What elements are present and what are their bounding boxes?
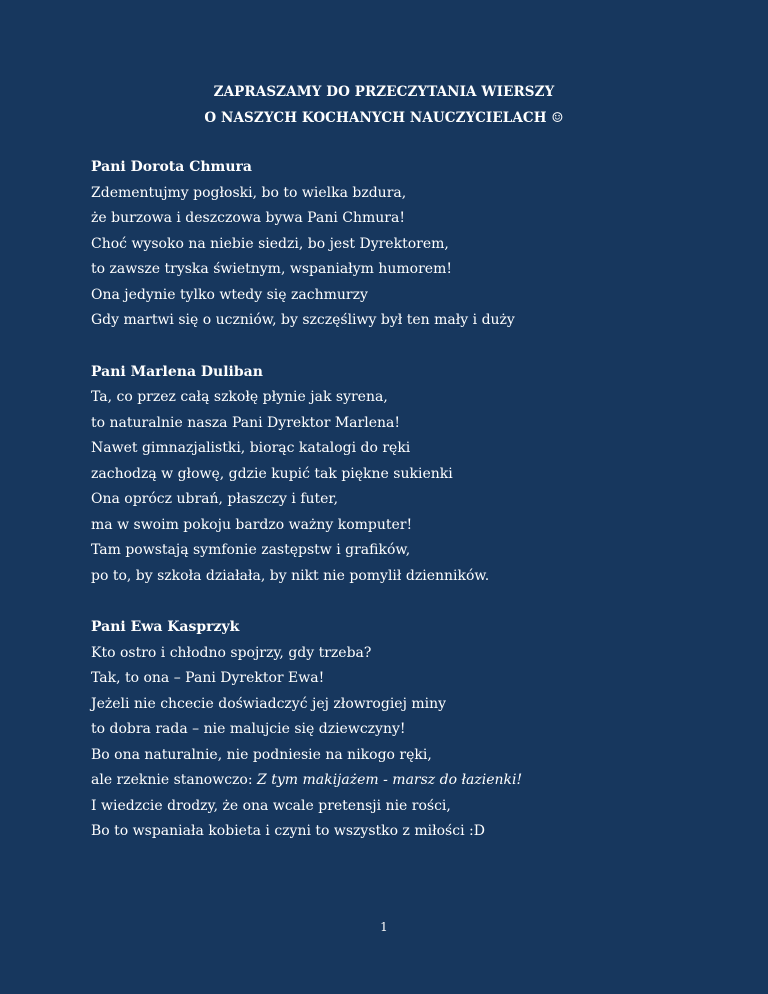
poem-heading: Pani Ewa Kasprzyk — [91, 619, 240, 635]
poem-line: I wiedzcie drodzy, że ona wcale pretensji nie rości, — [91, 797, 451, 814]
poem-line: Ta, co przez całą szkołę płynie jak syrena, — [91, 389, 388, 405]
poem-line: ma w swoim pokoju bardzo ważny komputer! — [91, 516, 413, 533]
poem-line: zachodzą w głowę, gdzie kupić tak piękne sukienki — [91, 465, 453, 482]
poem-line-prefix: ale rzeknie stanowczo: — [91, 772, 258, 788]
document-title-line-2: O NASZYCH KOCHANYCH NAUCZYCIELACH ☺ — [204, 110, 564, 126]
poems-content — [91, 155, 711, 845]
poem-line: Ona oprócz ubrań, płaszczy i futer, — [91, 491, 339, 507]
poem-line: to dobra rada – nie malujcie się dziewczyny! — [91, 721, 406, 737]
poem-line: Bo to wspaniała kobieta i czyni to wszystko z miłości :D — [91, 823, 485, 839]
poem-ewa-kasprzyk — [91, 615, 711, 845]
poem-line: Kto ostro i chłodno spojrzy, gdy trzeba? — [91, 644, 372, 661]
poem-line: że burzowa i deszczowa bywa Pani Chmura! — [91, 210, 405, 226]
poem-line: Jeżeli nie chcecie doświadczyć jej złowrogiej miny — [91, 695, 447, 712]
poem-line: Tam powstają symfonie zastępstw i grafików, — [91, 542, 411, 558]
poem-heading: Pani Marlena Duliban — [91, 363, 263, 380]
poem-line: Tak, to ona – Pani Dyrektor Ewa! — [91, 670, 325, 686]
poem-line: Ona jedynie tylko wtedy się zachmurzy — [91, 286, 368, 303]
poem-marlena-duliban — [91, 360, 711, 590]
poem-line: Bo ona naturalnie, nie podniesie na nikogo ręki, — [91, 746, 432, 763]
poem-heading: Pani Dorota Chmura — [91, 159, 252, 175]
document-title-line-1: ZAPRASZAMY DO PRZECZYTANIA WIERSZY — [213, 84, 555, 100]
poem-dorota-chmura — [91, 155, 711, 334]
poem-line: Zdementujmy pogłoski, bo to wielka bzdura, — [91, 184, 407, 201]
poem-line: po to, by szkoła działała, by nikt nie pomylił dzienników. — [91, 567, 490, 584]
poem-italic-quote: Z tym makijażem - marsz do łazienki! — [257, 772, 523, 788]
poem-line — [91, 768, 711, 794]
poem-line: Choć wysoko na niebie siedzi, bo jest Dyrektorem, — [91, 235, 449, 252]
poem-line: Nawet gimnazjalistki, biorąc katalogi do ręki — [91, 440, 411, 456]
poem-line: Gdy martwi się o uczniów, by szczęśliwy był ten mały i duży — [91, 312, 515, 328]
poem-line: to naturalnie nasza Pani Dyrektor Marlena! — [91, 414, 400, 431]
page-number: 1 — [380, 920, 388, 934]
poem-line: to zawsze tryska świetnym, wspaniałym humorem! — [91, 261, 452, 277]
